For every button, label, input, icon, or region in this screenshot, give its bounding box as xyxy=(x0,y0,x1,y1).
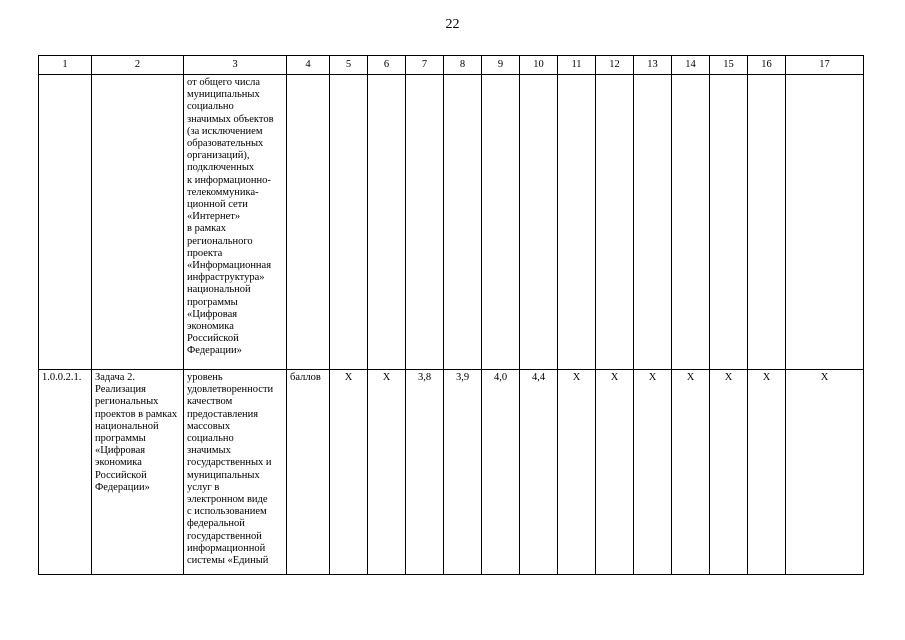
header-cell: 17 xyxy=(786,56,864,75)
value-cell: X xyxy=(786,370,864,575)
value-cell: 4,4 xyxy=(520,370,558,575)
table-cell xyxy=(520,75,558,370)
table-cell xyxy=(92,75,184,370)
header-cell: 2 xyxy=(92,56,184,75)
table-cell xyxy=(672,75,710,370)
value-cell: X xyxy=(672,370,710,575)
header-cell: 1 xyxy=(39,56,92,75)
value-cell: X xyxy=(634,370,672,575)
header-cell: 5 xyxy=(330,56,368,75)
header-cell: 4 xyxy=(287,56,330,75)
value-cell: X xyxy=(748,370,786,575)
table-cell xyxy=(558,75,596,370)
table-cell xyxy=(748,75,786,370)
indicator-description-cell: от общего числа муниципальных социально значимых объектов (за исключением образовательных организаций), подключенных к информационно- телекоммуника- ционной сети «Интернет» в рамках регионального проекта «Информационная инфраструктура» национальной программы «Цифровая экономика Российской Федерации» xyxy=(184,75,287,370)
table-cell xyxy=(786,75,864,370)
task-name-cell: Задача 2. Реализация региональных проектов в рамках национальной программы «Цифровая экономика Российской Федерации» xyxy=(92,370,184,575)
table-cell xyxy=(710,75,748,370)
table-row xyxy=(39,370,864,575)
value-cell: X xyxy=(558,370,596,575)
value-cell: X xyxy=(330,370,368,575)
table-cell xyxy=(287,75,330,370)
table-cell xyxy=(444,75,482,370)
header-cell: 16 xyxy=(748,56,786,75)
row-number-cell: 1.0.0.2.1. xyxy=(39,370,92,575)
header-cell: 3 xyxy=(184,56,287,75)
table-cell xyxy=(482,75,520,370)
header-cell: 10 xyxy=(520,56,558,75)
page-number: 22 xyxy=(445,17,460,32)
header-cell: 6 xyxy=(368,56,406,75)
header-cell: 15 xyxy=(710,56,748,75)
table-cell xyxy=(634,75,672,370)
header-cell: 12 xyxy=(596,56,634,75)
header-cell: 13 xyxy=(634,56,672,75)
table-cell xyxy=(596,75,634,370)
table-cell xyxy=(39,75,92,370)
header-cell: 8 xyxy=(444,56,482,75)
table-cell xyxy=(368,75,406,370)
header-cell: 9 xyxy=(482,56,520,75)
indicators-table xyxy=(38,55,864,575)
table-cell xyxy=(406,75,444,370)
unit-cell: баллов xyxy=(287,370,330,575)
table-header-row xyxy=(39,56,864,75)
table-cell xyxy=(330,75,368,370)
header-cell: 11 xyxy=(558,56,596,75)
value-cell: X xyxy=(596,370,634,575)
value-cell: 4,0 xyxy=(482,370,520,575)
value-cell: 3,8 xyxy=(406,370,444,575)
indicator-description-cell: уровень удовлетворенности качеством предоставления массовых социально значимых государственных и муниципальных услуг в электронном виде с использованием федеральной государственной информационной системы «Единый xyxy=(184,370,287,575)
value-cell: X xyxy=(710,370,748,575)
value-cell: 3,9 xyxy=(444,370,482,575)
table-row xyxy=(39,75,864,370)
value-cell: X xyxy=(368,370,406,575)
header-cell: 7 xyxy=(406,56,444,75)
header-cell: 14 xyxy=(672,56,710,75)
